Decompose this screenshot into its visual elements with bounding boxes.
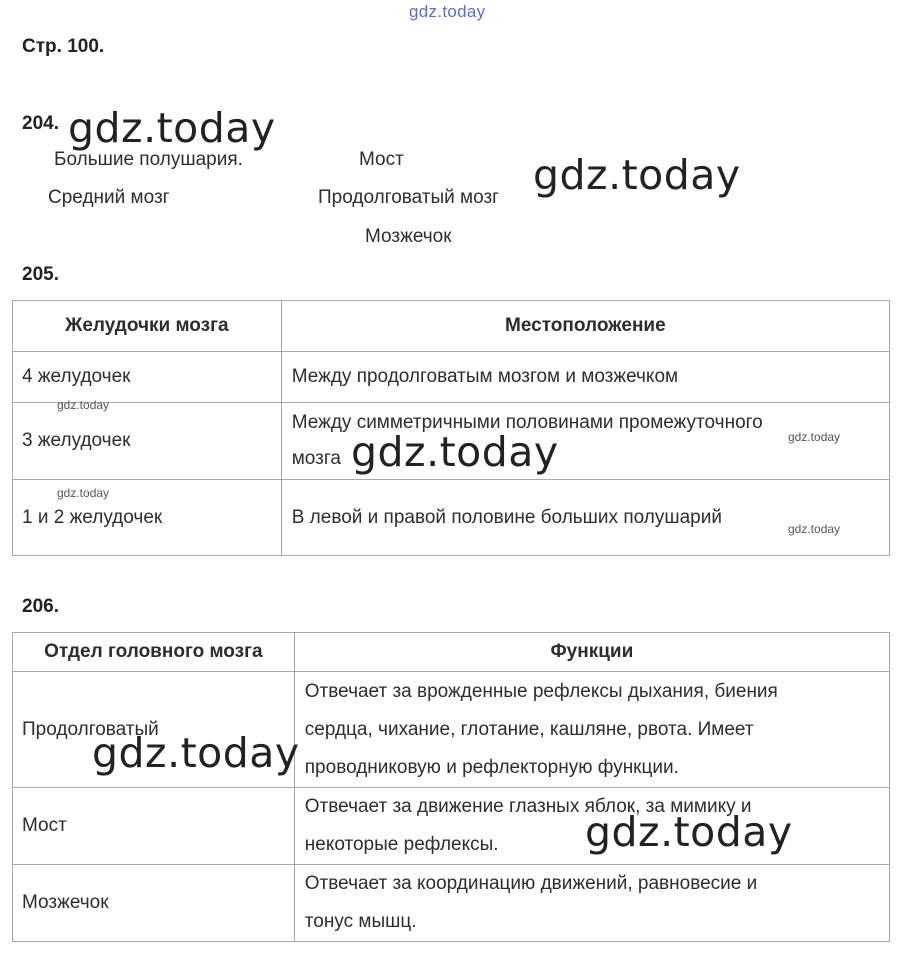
brain-part-item: Средний мозг — [48, 187, 170, 208]
column-header: Отдел головного мозга — [13, 633, 295, 672]
ventricle-name: 1 и 2 желудочек — [13, 480, 282, 556]
task-206-number: 206. — [22, 596, 59, 617]
watermark-top: gdz.today — [409, 2, 486, 21]
function-line: проводниковую и рефлекторную функции. — [304, 756, 679, 778]
brain-part-item: Мост — [359, 149, 404, 170]
column-header: Функции — [294, 633, 889, 672]
location-line: Между симметричными половинами промежуточного — [291, 412, 763, 433]
table-header-row — [13, 301, 890, 352]
function-line: Отвечает за врожденные рефлексы дыхания, биения — [304, 680, 778, 702]
table-row — [13, 480, 890, 556]
brain-functions-table — [12, 632, 890, 942]
brain-section-name: Мост — [13, 788, 295, 865]
function-line: Отвечает за движение глазных яблок, за мимику и — [304, 796, 752, 817]
brain-part-item: Мозжечок — [365, 226, 452, 247]
watermark: gdz.today — [351, 428, 559, 476]
page-title: Стр. 100. — [22, 36, 105, 57]
function-line: тонус мышц. — [304, 911, 417, 932]
function-line: сердца, чихание, глотание, кашляне, рвота. Имеет — [304, 718, 754, 740]
ventricle-location: В левой и правой половине больших полушарий — [281, 480, 889, 556]
location-line: мозга — [291, 448, 341, 469]
watermark: gdz.today — [533, 151, 741, 199]
brain-part-item: Большие полушария. — [54, 149, 243, 170]
column-header: Местоположение — [281, 301, 889, 352]
column-header: Желудочки мозга — [13, 301, 282, 352]
brain-part-item: Продолговатый мозг — [318, 187, 500, 208]
function-line: некоторые рефлексы. — [304, 834, 499, 855]
task-205-number: 205. — [22, 264, 59, 285]
table-header-row — [13, 633, 890, 672]
watermark-small: gdz.today — [788, 430, 841, 444]
brain-section-name: Продолговатый — [13, 672, 295, 788]
ventricle-name: 4 желудочек — [13, 352, 282, 403]
task-204-number: 204. — [22, 113, 59, 134]
watermark: gdz.today — [585, 808, 793, 856]
watermark-small: gdz.today — [57, 486, 110, 500]
brain-section-name: Мозжечок — [13, 865, 295, 942]
brain-section-functions — [294, 672, 889, 788]
function-line: Отвечает за координацию движений, равновесие и — [304, 873, 758, 894]
watermark-small: gdz.today — [788, 522, 841, 536]
brain-section-functions — [294, 865, 889, 942]
watermark-small: gdz.today — [57, 398, 110, 412]
watermark: gdz.today — [68, 104, 276, 152]
ventricle-name: 3 желудочек — [13, 403, 282, 480]
ventricle-location: Между продолговатым мозгом и мозжечком — [281, 352, 889, 403]
table-row — [13, 352, 890, 403]
table-row — [13, 865, 890, 942]
watermark: gdz.today — [92, 729, 300, 777]
